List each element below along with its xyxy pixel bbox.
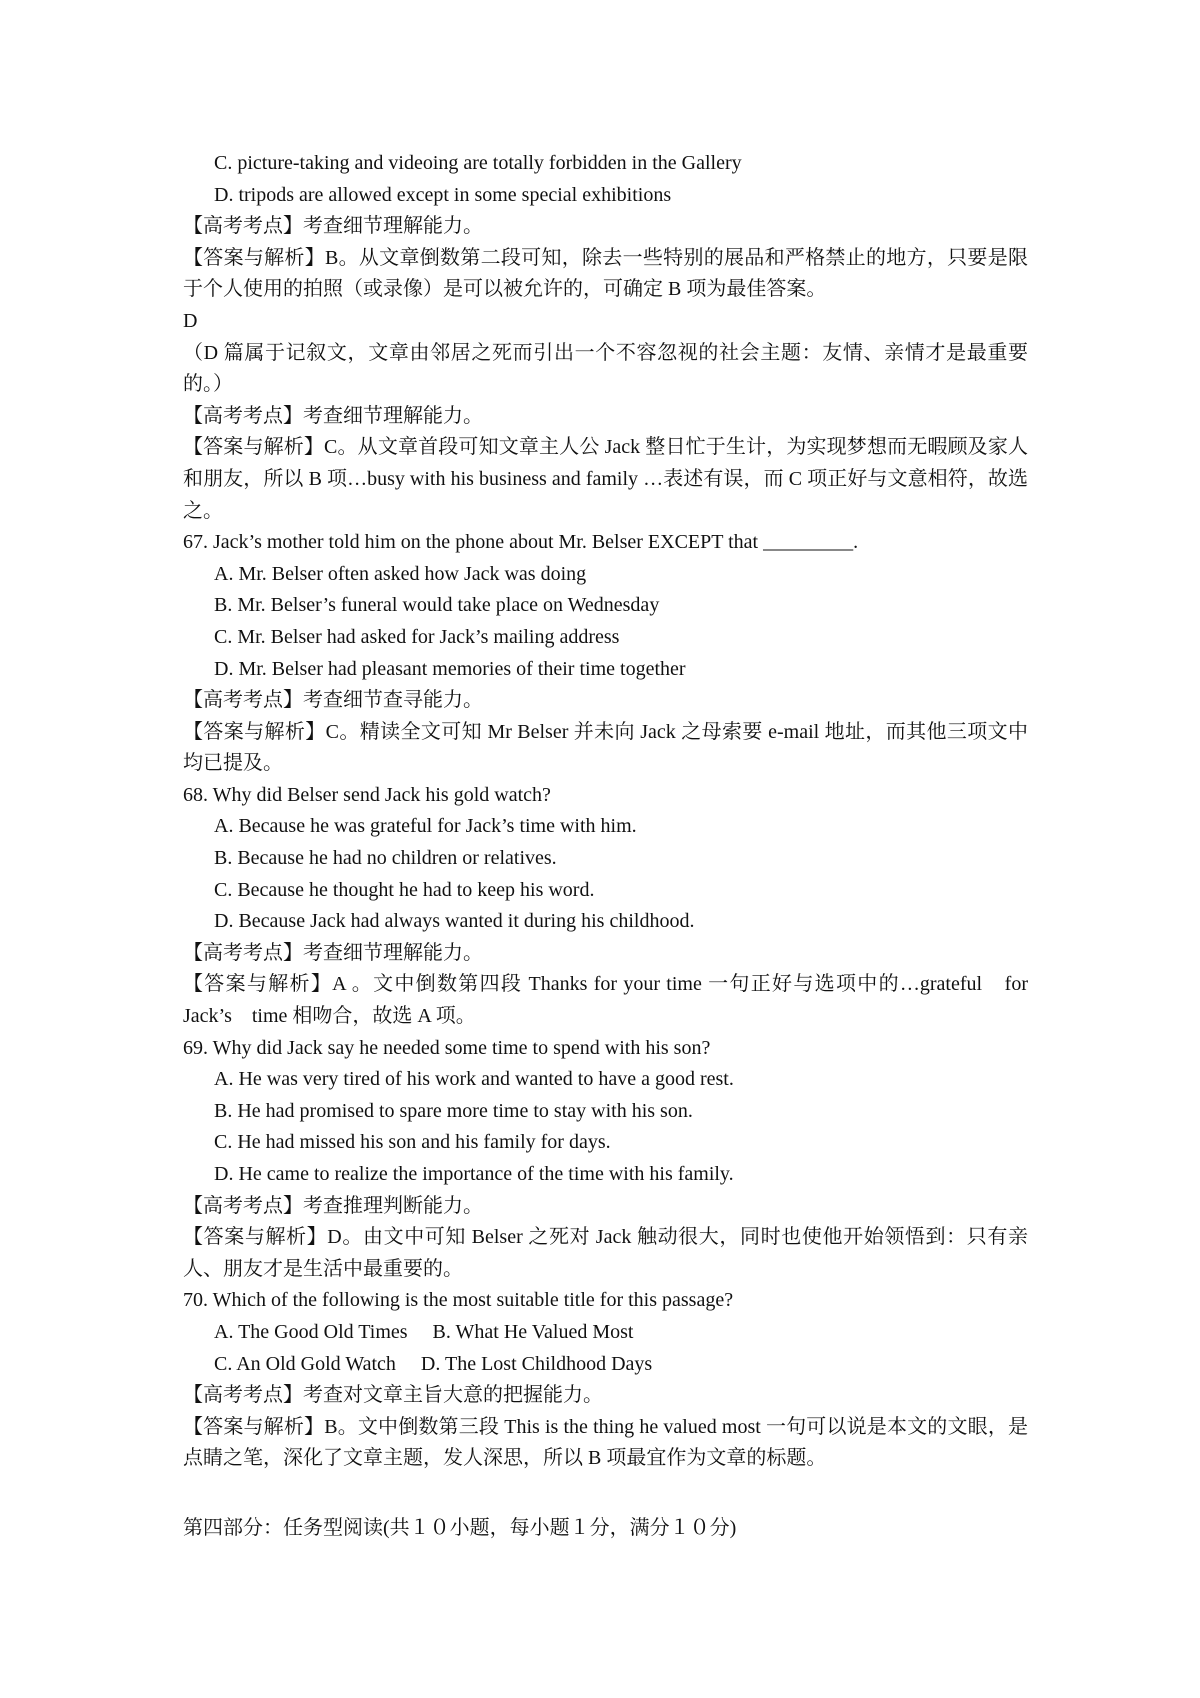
question-70: 70. Which of the following is the most suitable title for this passage? <box>183 1289 734 1312</box>
question-68: 68. Why did Belser send Jack his gold watch? <box>183 783 551 806</box>
answer-analysis: 【答案与解析】B。从文章倒数第二段可知，除去一些特别的展品和严格禁止的地方，只要是限于个人使用的拍照（或录像）是可以被允许的，可确定 B 项为最佳答案。 <box>183 246 1028 301</box>
option-c: C. Mr. Belser had asked for Jack’s mailing address <box>214 625 620 648</box>
answer-analysis: 【答案与解析】C。精读全文可知 Mr Belser 并未向 Jack 之母索要 e-mail 地址，而其他三项文中均已提及。 <box>183 720 1028 775</box>
exam-point: 【高考考点】考查细节理解能力。 <box>183 404 483 427</box>
option-d: D. Mr. Belser had pleasant memories of their time together <box>214 657 686 680</box>
options-row: A. The Good Old Times B. What He Valued Most <box>214 1320 634 1343</box>
exam-point: 【高考考点】考查对文章主旨大意的把握能力。 <box>183 1384 603 1407</box>
answer-analysis: 【答案与解析】D。由文中可知 Belser 之死对 Jack 触动很大，同时也使他开始领悟到：只有亲人、朋友才是生活中最重要的。 <box>183 1226 1028 1280</box>
spacer <box>183 1475 1028 1513</box>
option-c: C. Because he thought he had to keep his word. <box>214 878 595 901</box>
option-a: A. He was very tired of his work and wanted to have a good rest. <box>214 1068 734 1091</box>
option-d: D. tripods are allowed except in some special exhibitions <box>214 183 672 206</box>
option-d: D. He came to realize the importance of the time with his family. <box>214 1163 734 1185</box>
section-label: D <box>183 309 198 332</box>
answer-analysis: 【答案与解析】B。文中倒数第三段 This is the thing he valued most 一句可以说是本文的文眼，是点睛之笔，深化了文章主题，发人深思，所以 B 项最宜作为文章的标题。 <box>183 1415 1028 1470</box>
option-d: D. Because Jack had always wanted it during his childhood. <box>214 910 695 933</box>
option-c: C. picture-taking and videoing are totally forbidden in the Gallery <box>214 152 742 174</box>
option-b: B. Mr. Belser’s funeral would take place on Wednesday <box>214 594 660 617</box>
answer-analysis: 【答案与解析】C。从文章首段可知文章主人公 Jack 整日忙于生计，为实现梦想而无暇顾及家人和朋友，所以 B 项…busy with his business and family …表述有误，而 C 项正好与文意相符，故选之。 <box>183 436 1028 522</box>
question-67: 67. Jack’s mother told him on the phone about Mr. Belser EXCEPT that _________. <box>183 531 859 554</box>
option-a: A. Mr. Belser often asked how Jack was doing <box>214 562 587 585</box>
question-69: 69. Why did Jack say he needed some time to spend with his son? <box>183 1036 711 1059</box>
option-b: B. He had promised to spare more time to stay with his son. <box>214 1099 693 1122</box>
option-a: A. Because he was grateful for Jack’s time with him. <box>214 815 637 838</box>
answer-analysis: 【答案与解析】A 。文中倒数第四段 Thanks for your time 一句正好与选项中的…grateful for Jack’s time 相吻合，故选 A 项。 <box>183 973 1028 1028</box>
page-content <box>183 148 1028 1545</box>
option-c: C. He had missed his son and his family for days. <box>214 1131 611 1154</box>
part-heading: 第四部分：任务型阅读(共１０小题，每小题１分，满分１０分) <box>183 1516 737 1539</box>
exam-point: 【高考考点】考查细节查寻能力。 <box>183 689 483 712</box>
option-b: B. Because he had no children or relatives. <box>214 847 557 870</box>
options-row: C. An Old Gold Watch D. The Lost Childhood Days <box>214 1352 653 1375</box>
exam-point: 【高考考点】考查推理判断能力。 <box>183 1194 483 1217</box>
exam-point: 【高考考点】考查细节理解能力。 <box>183 941 483 964</box>
section-intro: （D 篇属于记叙文，文章由邻居之死而引出一个不容忽视的社会主题：友情、亲情才是最重要的。） <box>183 341 1028 396</box>
exam-point: 【高考考点】考查细节理解能力。 <box>183 215 483 238</box>
